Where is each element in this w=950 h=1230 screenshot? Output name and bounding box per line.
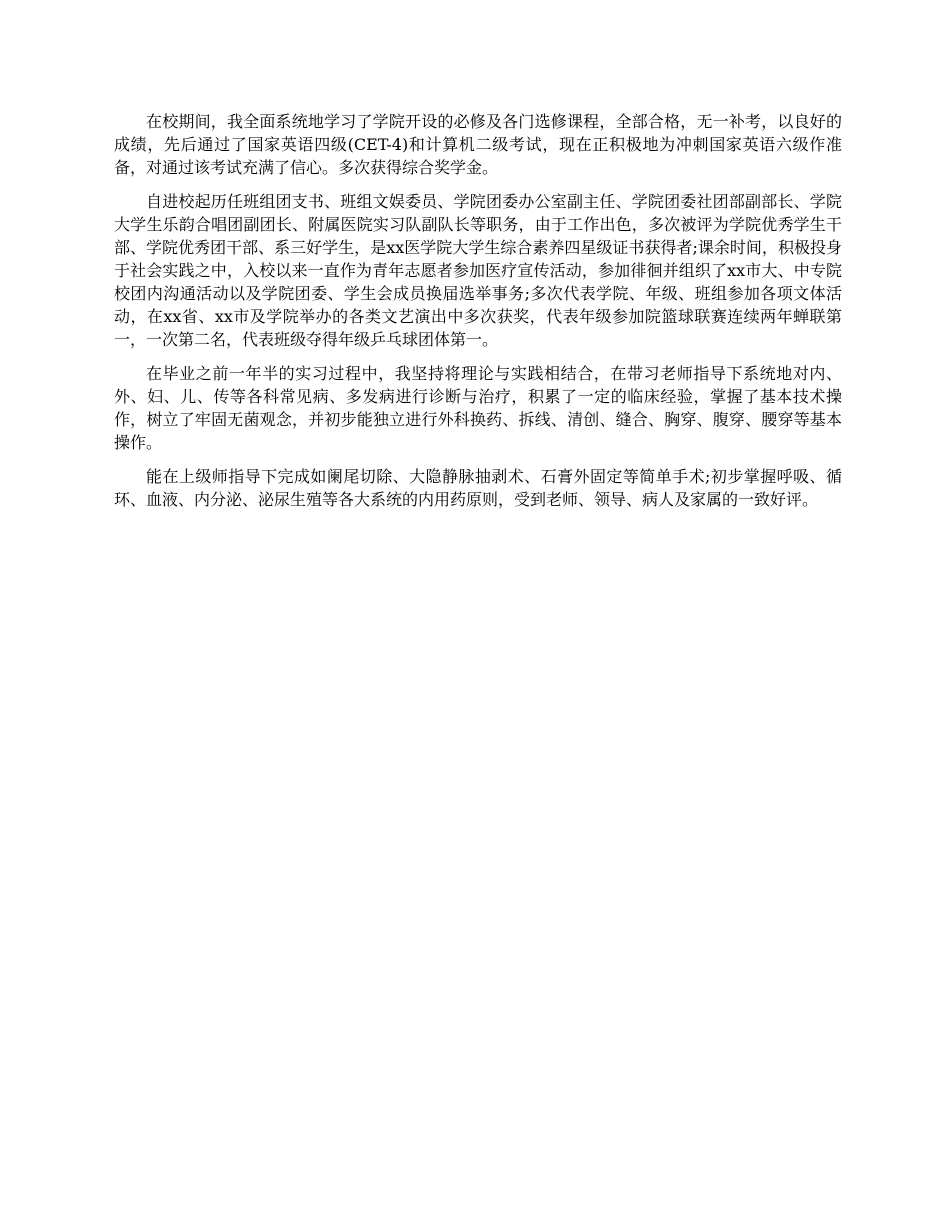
paragraph-surgery: 能在上级师指导下完成如阑尾切除、大隐静脉抽剥术、石膏外固定等简单手术;初步掌握呼吸、循环、血液、内分泌、泌尿生殖等各大系统的内用药原则，受到老师、领导、病人及家属的一致好评。 — [114, 467, 842, 509]
paragraph-academic: 在校期间，我全面系统地学习了学院开设的必修及各门选修课程，全部合格，无一补考，以良好的成绩，先后通过了国家英语四级(CET-4)和计算机二级考试，现在正积极地为冲刺国家英语六级作准备，对通过该考试充满了信心。多次获得综合奖学金。 — [114, 112, 842, 177]
paragraph-internship: 在毕业之前一年半的实习过程中，我坚持将理论与实践相结合，在带习老师指导下系统地对内、外、妇、儿、传等各科常见病、多发病进行诊断与治疗，积累了一定的临床经验，掌握了基本技术操作，树立了牢固无菌观念，并初步能独立进行外科换药、拆线、清创、缝合、胸穿、腹穿、腰穿等基本操作。 — [114, 364, 842, 452]
document-body — [114, 110, 842, 522]
paragraph-activities: 自进校起历任班组团支书、班组文娱委员、学院团委办公室副主任、学院团委社团部副部长、学院大学生乐韵合唱团副团长、附属医院实习队副队长等职务，由于工作出色，多次被评为学院优秀学生干部、学院优秀团干部、系三好学生，是xx医学院大学生综合素养四星级证书获得者;课余时间，积极投身于社会实践之中，入校以来一直作为青年志愿者参加医疗宣传活动，参加徘徊并组织了xx市大、中专院校团内沟通活动以及学院团委、学生会成员换届选举事务;多次代表学院、年级、班组参加各项文体活动，在xx省、xx市及学院举办的各类文艺演出中多次获奖，代表年级参加院篮球联赛连续两年蝉联第一，一次第二名，代表班级夺得年级乒乓球团体第一。 — [114, 192, 842, 349]
